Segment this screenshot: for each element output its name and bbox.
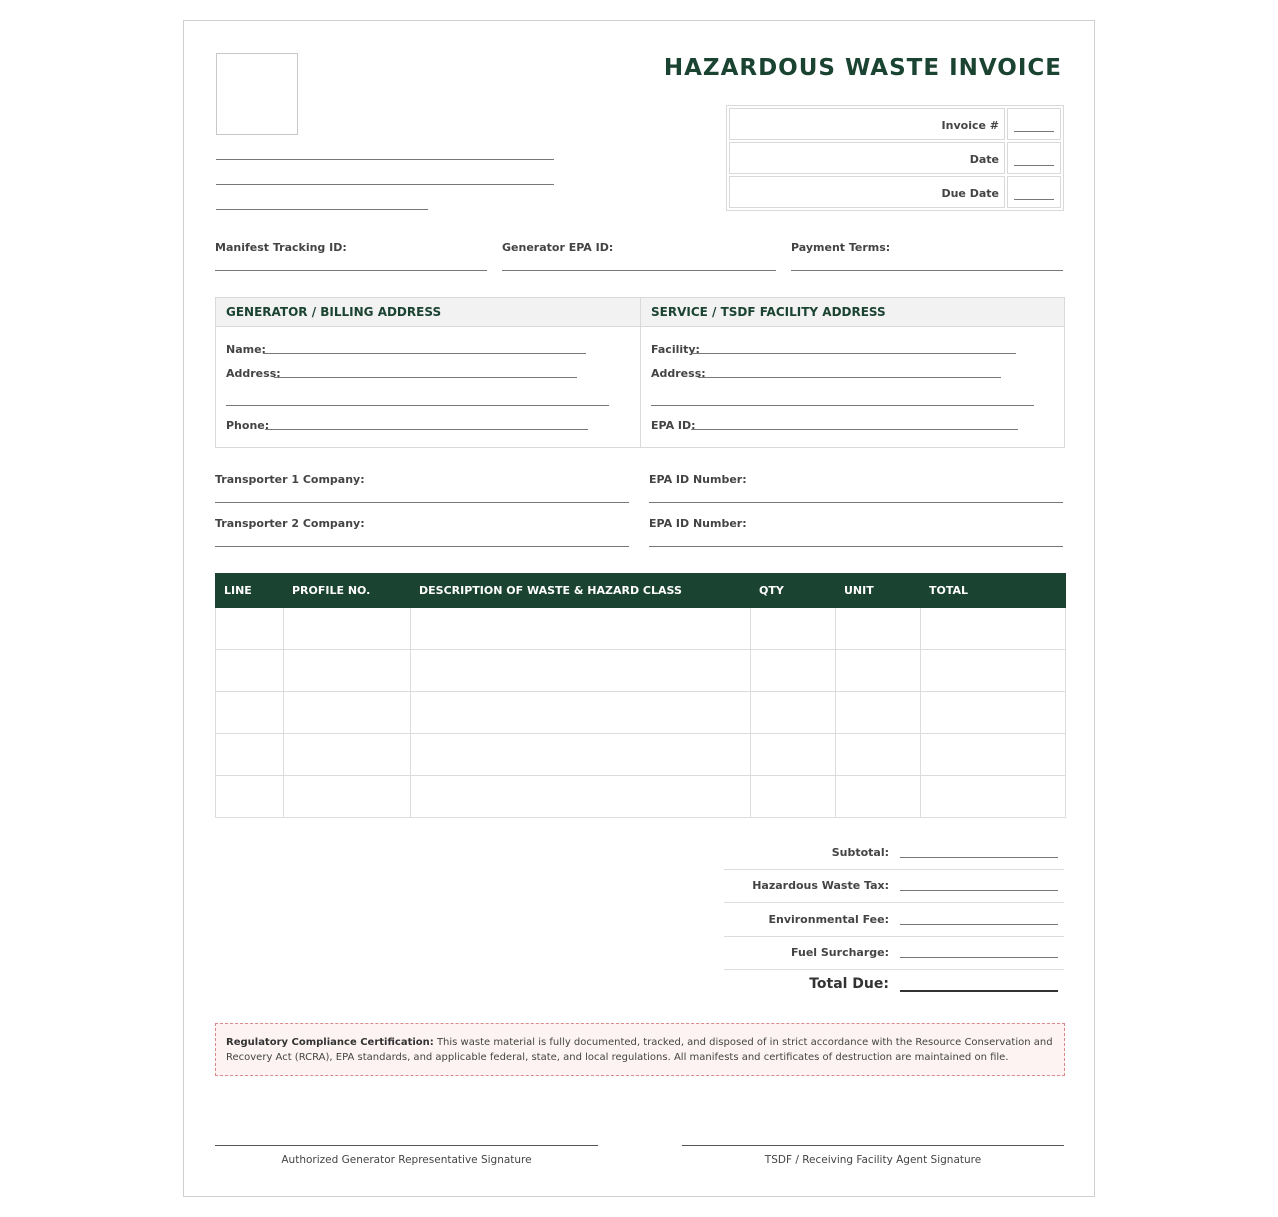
fuel-surcharge-row bbox=[724, 937, 1064, 970]
hazardous-waste-tax-label: Hazardous Waste Tax: bbox=[752, 879, 889, 892]
table-cell[interactable] bbox=[284, 650, 411, 692]
transporter-1-company-field[interactable] bbox=[215, 502, 629, 503]
table-cell[interactable] bbox=[751, 776, 836, 818]
payment-terms-label: Payment Terms: bbox=[791, 241, 891, 254]
table-cell[interactable] bbox=[411, 734, 751, 776]
facility-name-field[interactable] bbox=[693, 353, 1016, 354]
company-line-2[interactable] bbox=[216, 184, 554, 185]
environmental-fee-label: Environmental Fee: bbox=[768, 913, 889, 926]
table-cell[interactable] bbox=[921, 608, 1066, 650]
compliance-text: This waste material is fully documented, tracked, and disposed of in strict accordance with the Resource Conservation and Recovery Act (RCRA), EPA standards, and applicable federal, state, and local regulations. All manifests and certificates of destruction are maintained on file. bbox=[226, 1037, 1053, 1063]
table-cell[interactable] bbox=[751, 608, 836, 650]
transporter-1-epa-label: EPA ID Number: bbox=[649, 473, 747, 486]
generator-name-label: Name: bbox=[226, 343, 266, 356]
column-header-line: LINE bbox=[216, 574, 284, 608]
table-cell[interactable] bbox=[836, 692, 921, 734]
table-cell[interactable] bbox=[284, 734, 411, 776]
company-line-1[interactable] bbox=[216, 159, 554, 160]
generator-phone-label: Phone: bbox=[226, 419, 270, 432]
table-row bbox=[216, 776, 1066, 818]
total-due-field[interactable] bbox=[900, 990, 1058, 992]
generator-epa-id-label: Generator EPA ID: bbox=[502, 241, 614, 254]
table-cell[interactable] bbox=[836, 650, 921, 692]
address-section bbox=[215, 297, 1065, 448]
transporter-1-epa-field[interactable] bbox=[649, 502, 1063, 503]
table-cell[interactable] bbox=[216, 734, 284, 776]
total-due-label: Total Due: bbox=[809, 976, 889, 992]
generator-phone-field[interactable] bbox=[265, 429, 588, 430]
facility-epa-id-field[interactable] bbox=[691, 429, 1018, 430]
table-cell[interactable] bbox=[284, 776, 411, 818]
transporter-2-company-label: Transporter 2 Company: bbox=[215, 517, 365, 530]
payment-terms-field[interactable] bbox=[791, 270, 1063, 271]
table-row bbox=[216, 734, 1066, 776]
invoice-title: HAZARDOUS WASTE INVOICE bbox=[663, 55, 1062, 81]
table-cell[interactable] bbox=[836, 608, 921, 650]
date-label: Date bbox=[729, 142, 1005, 174]
company-line-3[interactable] bbox=[216, 209, 428, 210]
generator-address-field-2[interactable] bbox=[226, 405, 609, 406]
table-cell[interactable] bbox=[216, 608, 284, 650]
meta-row-invoice-number bbox=[728, 107, 1062, 141]
transporter-2-epa-field[interactable] bbox=[649, 546, 1063, 547]
table-header-row bbox=[216, 574, 1066, 608]
table-cell[interactable] bbox=[216, 692, 284, 734]
manifest-tracking-id-label: Manifest Tracking ID: bbox=[215, 241, 347, 254]
table-cell[interactable] bbox=[411, 692, 751, 734]
table-cell[interactable] bbox=[836, 776, 921, 818]
table-row bbox=[216, 650, 1066, 692]
table-cell[interactable] bbox=[921, 734, 1066, 776]
manifest-tracking-id-field[interactable] bbox=[215, 270, 487, 271]
meta-row-date bbox=[728, 141, 1062, 175]
invoice-page bbox=[183, 20, 1095, 1197]
meta-row-due-date bbox=[728, 175, 1062, 209]
table-cell[interactable] bbox=[921, 650, 1066, 692]
table-cell[interactable] bbox=[284, 608, 411, 650]
facility-address-field[interactable] bbox=[698, 377, 1001, 378]
hazardous-waste-tax-row bbox=[724, 870, 1064, 903]
fuel-surcharge-field[interactable] bbox=[900, 957, 1058, 958]
logo-placeholder[interactable] bbox=[216, 53, 298, 135]
facility-epa-id-label: EPA ID: bbox=[651, 419, 696, 432]
table-cell[interactable] bbox=[411, 608, 751, 650]
table-cell[interactable] bbox=[921, 776, 1066, 818]
transporter-2-epa-label: EPA ID Number: bbox=[649, 517, 747, 530]
date-field[interactable] bbox=[1007, 142, 1061, 174]
table-cell[interactable] bbox=[921, 692, 1066, 734]
due-date-field[interactable] bbox=[1007, 176, 1061, 208]
table-cell[interactable] bbox=[751, 734, 836, 776]
column-header-qty: QTY bbox=[751, 574, 836, 608]
transporter-2-company-field[interactable] bbox=[215, 546, 629, 547]
subtotal-field[interactable] bbox=[900, 857, 1058, 858]
table-cell[interactable] bbox=[216, 776, 284, 818]
fuel-surcharge-label: Fuel Surcharge: bbox=[791, 946, 889, 959]
generator-epa-id-field[interactable] bbox=[502, 270, 776, 271]
environmental-fee-field[interactable] bbox=[900, 924, 1058, 925]
column-header-total: TOTAL bbox=[921, 574, 1066, 608]
subtotal-label: Subtotal: bbox=[831, 846, 889, 859]
line-items-table bbox=[215, 573, 1066, 818]
generator-signature-label: Authorized Generator Representative Signature bbox=[281, 1154, 532, 1166]
generator-name-field[interactable] bbox=[263, 353, 586, 354]
due-date-label: Due Date bbox=[729, 176, 1005, 208]
hazardous-waste-tax-field[interactable] bbox=[900, 890, 1058, 891]
compliance-certification bbox=[215, 1023, 1065, 1076]
transporter-1-company-label: Transporter 1 Company: bbox=[215, 473, 365, 486]
compliance-heading: Regulatory Compliance Certification: bbox=[226, 1037, 434, 1048]
table-row bbox=[216, 692, 1066, 734]
table-cell[interactable] bbox=[751, 692, 836, 734]
table-cell[interactable] bbox=[411, 650, 751, 692]
environmental-fee-row bbox=[724, 904, 1064, 937]
invoice-meta-table bbox=[726, 105, 1064, 211]
generator-address-heading: GENERATOR / BILLING ADDRESS bbox=[216, 298, 640, 327]
generator-address-field[interactable] bbox=[274, 377, 577, 378]
facility-address-heading: SERVICE / TSDF FACILITY ADDRESS bbox=[641, 298, 1064, 327]
invoice-number-field[interactable] bbox=[1007, 108, 1061, 140]
total-due-row bbox=[724, 970, 1064, 1003]
generator-address-label: Address: bbox=[226, 367, 281, 380]
column-header-profile-no: PROFILE NO. bbox=[284, 574, 411, 608]
table-cell[interactable] bbox=[284, 692, 411, 734]
invoice-number-label: Invoice # bbox=[729, 108, 1005, 140]
generator-address-block bbox=[216, 298, 640, 447]
column-header-unit: UNIT bbox=[836, 574, 921, 608]
facility-address-block bbox=[640, 298, 1064, 447]
table-cell[interactable] bbox=[216, 650, 284, 692]
table-cell[interactable] bbox=[836, 734, 921, 776]
facility-address-field-2[interactable] bbox=[651, 405, 1034, 406]
tsdf-signature-label: TSDF / Receiving Facility Agent Signature bbox=[764, 1154, 982, 1166]
table-row bbox=[216, 608, 1066, 650]
subtotal-row bbox=[724, 837, 1064, 870]
tsdf-signature-line[interactable] bbox=[682, 1145, 1064, 1146]
facility-name-label: Facility: bbox=[651, 343, 700, 356]
generator-signature-line[interactable] bbox=[215, 1145, 598, 1146]
table-cell[interactable] bbox=[411, 776, 751, 818]
column-header-description: DESCRIPTION OF WASTE & HAZARD CLASS bbox=[411, 574, 751, 608]
facility-address-label: Address: bbox=[651, 367, 706, 380]
table-cell[interactable] bbox=[751, 650, 836, 692]
